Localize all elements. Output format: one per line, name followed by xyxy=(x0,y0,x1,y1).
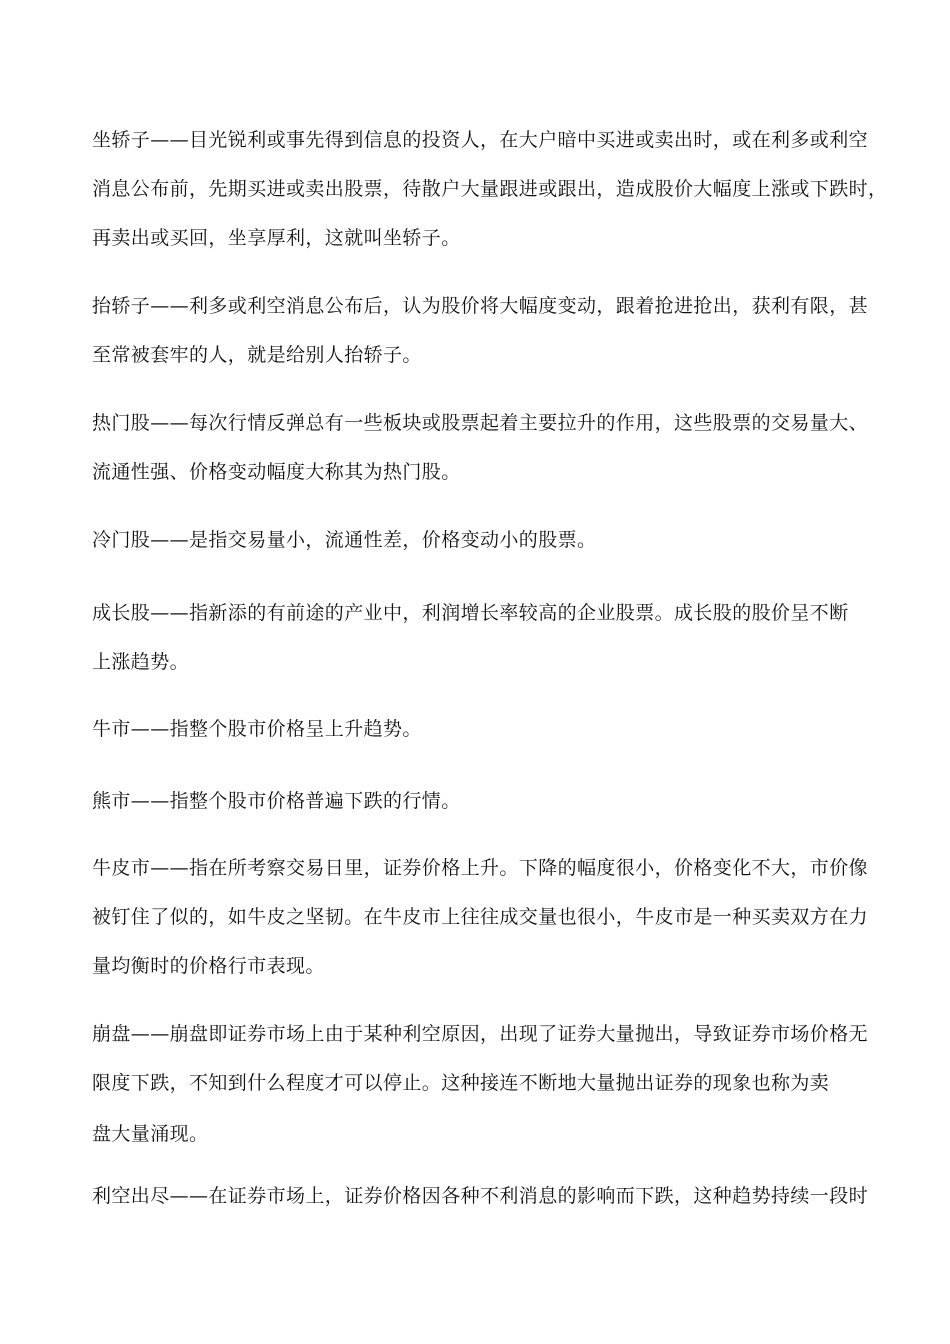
paragraph-niupishi-line-1: 牛皮市——指在所考察交易日里，证券价格上升。下降的幅度很小，价格变化不大，市价像 xyxy=(92,857,869,879)
paragraph-niushi-line-1: 牛市——指整个股市价格呈上升趋势。 xyxy=(92,718,422,740)
paragraph-remengu-line-1: 热门股——每次行情反弹总有一些板块或股票起着主要拉升的作用，这些股票的交易量大、 xyxy=(92,412,869,434)
paragraph-niupishi-line-3: 量均衡时的价格行市表现。 xyxy=(92,955,325,977)
paragraph-zuojiaozi-line-2: 消息公布前，先期买进或卖出股票，待散户大量跟进或跟出，造成股价大幅度上涨或下跌时， xyxy=(92,178,888,200)
paragraph-chengzhanggu-line-1: 成长股——指新添的有前途的产业中，利润增长率较高的企业股票。成长股的股价呈不断 xyxy=(92,602,849,624)
paragraph-chengzhanggu-line-2: 上涨趋势。 xyxy=(92,651,190,673)
paragraph-zuojiaozi-line-3: 再卖出或买回，坐享厚利，这就叫坐轿子。 xyxy=(92,227,461,249)
paragraph-zuojiaozi-line-1: 坐轿子——目光锐利或事先得到信息的投资人，在大户暗中买进或卖出时，或在利多或利空 xyxy=(92,129,869,151)
paragraph-lengmengu-line-1: 冷门股——是指交易量小，流通性差，价格变动小的股票。 xyxy=(92,529,597,551)
paragraph-remengu-line-2: 流通性强、价格变动幅度大称其为热门股。 xyxy=(92,461,461,483)
paragraph-bengpan-line-3: 盘大量涌现。 xyxy=(92,1123,209,1145)
paragraph-niupishi-line-2: 被钉住了似的，如牛皮之坚韧。在牛皮市上往往成交量也很小，牛皮市是一种买卖双方在力 xyxy=(92,906,869,928)
paragraph-bengpan-line-2: 限度下跌，不知到什么程度才可以停止。这种接连不断地大量抛出证券的现象也称为卖 xyxy=(92,1072,830,1094)
paragraph-taijiaozi-line-2: 至常被套牢的人，就是给别人抬轿子。 xyxy=(92,344,422,366)
paragraph-bengpan-line-1: 崩盘——崩盘即证券市场上由于某种利空原因，出现了证券大量抛出，导致证券市场价格无 xyxy=(92,1023,869,1045)
paragraph-taijiaozi-line-1: 抬轿子——利多或利空消息公布后，认为股价将大幅度变动，跟着抢进抢出，获利有限，甚 xyxy=(92,295,869,317)
paragraph-likongchujin-line-1: 利空出尽——在证券市场上，证券价格因各种不利消息的影响而下跌，这种趋势持续一段时 xyxy=(92,1185,869,1207)
paragraph-xiongshi-line-1: 熊市——指整个股市价格普遍下跌的行情。 xyxy=(92,790,461,812)
